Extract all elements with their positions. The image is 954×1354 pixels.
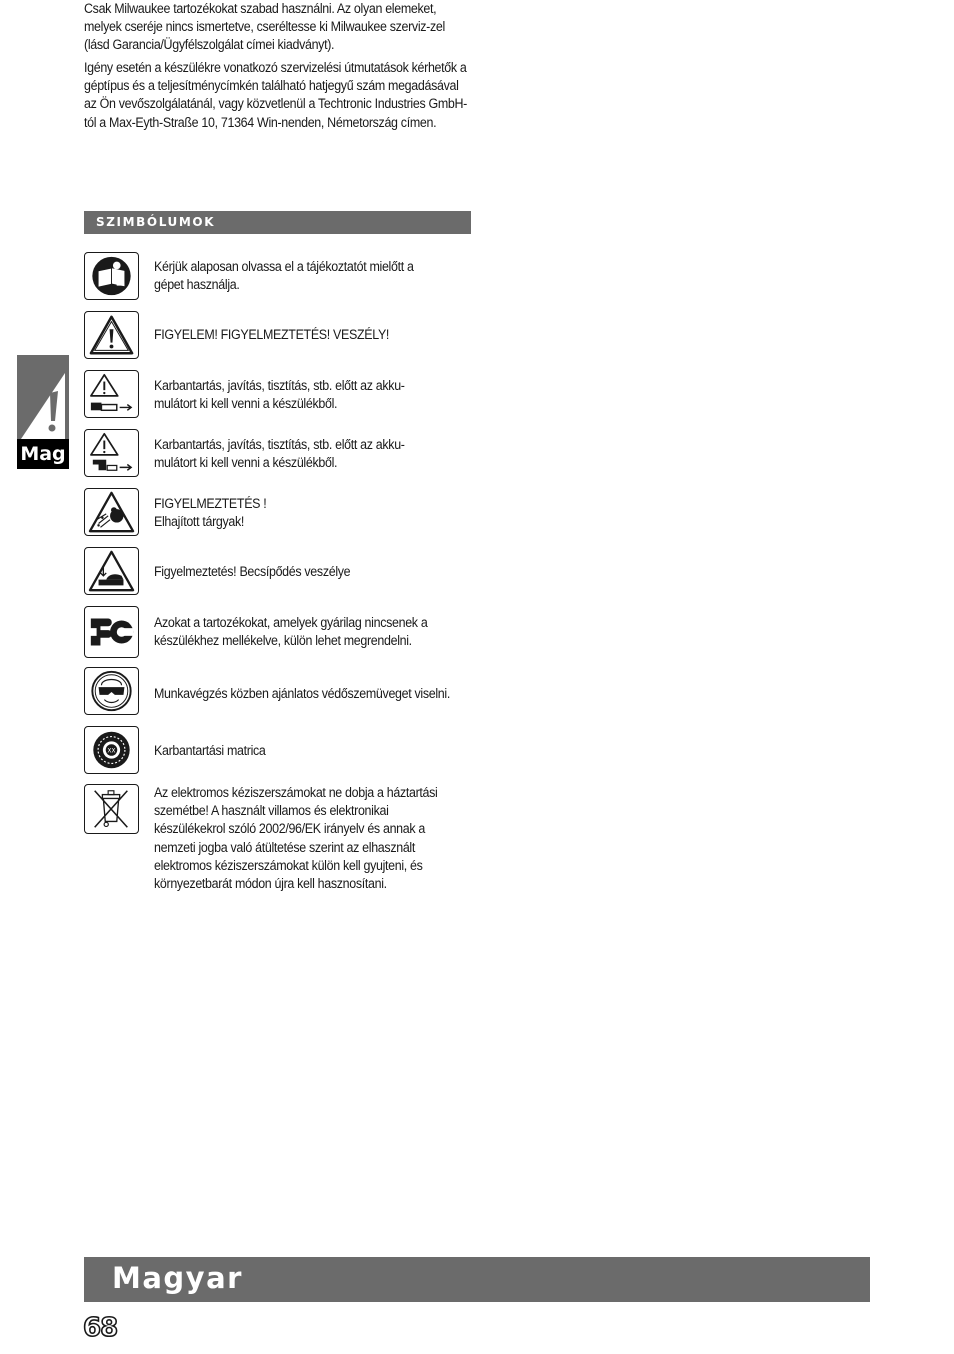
remove-battery-icon xyxy=(84,370,139,418)
symbol-text: Munkavégzés közben ajánlatos védőszemüveget viselni. xyxy=(154,686,450,701)
accessory-icon xyxy=(84,606,139,658)
footer-language-bar xyxy=(84,1257,870,1302)
warning-triangle-icon xyxy=(84,311,139,359)
safety-goggles-icon xyxy=(84,667,139,715)
side-tab-language xyxy=(17,355,69,469)
flying-objects-warning-icon xyxy=(84,488,139,536)
symbol-text: FIGYELMEZTETÉS ! Elhajított tárgyak! xyxy=(154,496,267,530)
symbol-text: Karbantartási matrica xyxy=(154,743,266,758)
weee-bin-icon xyxy=(84,784,139,834)
symbol-text: Karbantartás, javítás, tisztítás, stb. előtt az akku- mulátort ki kell venni a készülékből. xyxy=(154,437,405,471)
svg-text:XX: XX xyxy=(107,748,116,755)
symbol-text: Figyelmeztetés! Becsípődés veszélye xyxy=(154,564,351,579)
footer-title: Magyar xyxy=(112,1261,243,1295)
warning-triangle-icon xyxy=(17,355,69,439)
paragraph-accessories: Csak Milwaukee tartozékokat szabad használni. Az olyan elemeket, melyek cseréje nincs ismertetve, cseréltesse ki Milwaukee szerviz-zel (lásd Garancia/Ügyfélszolgálat címei kiadványt). xyxy=(84,1,445,53)
symbol-text: Kérjük alaposan olvassa el a tájékoztatót mielőtt a gépet használja. xyxy=(154,259,414,293)
pinch-hazard-icon xyxy=(84,547,139,595)
symbol-text: Azokat a tartozékokat, amelyek gyárilag nincsenek a készülékhez mellékelve, külön lehet megrendelni. xyxy=(154,615,428,649)
paragraph-service: Igény esetén a készülékre vonatkozó szervizelési útmutatások kérhetők a géptípus és a teljesítménycímkén található hatjegyű szám megadásával az Ön vevőszolgálatánál, vagy közvetlenül a Techtronic Industries GmbH-tól a Max-Eyth-Straße 10, 71364 Win-nenden, Németország címen. xyxy=(84,60,467,130)
symbol-text: Karbantartás, javítás, tisztítás, stb. előtt az akku- mulátort ki kell venni a készülékből. xyxy=(154,378,405,412)
side-tab-label: Mag xyxy=(17,439,69,469)
symbol-text: Az elektromos kéziszerszámokat ne dobja a háztartási szemétbe! A használt villamos és elektronikai készülékekrol szóló 2002/96/EK irányelv és annak a nemzeti jogba való átültetése szerint az elhasznált elektromos kéziszerszámokat külön kell gyujteni, és környezetbarát módon újra kell hasznosítani. xyxy=(154,785,438,892)
read-manual-icon xyxy=(84,252,139,300)
section-header-symbols xyxy=(84,211,471,234)
page-number: 68 xyxy=(83,1313,118,1343)
remove-battery-icon xyxy=(84,429,139,477)
symbol-text: FIGYELEM! FIGYELMEZTETÉS! VESZÉLY! xyxy=(154,327,390,342)
section-title: SZIMBÓLUMOK xyxy=(96,215,216,229)
maintenance-sticker-icon xyxy=(84,726,139,774)
